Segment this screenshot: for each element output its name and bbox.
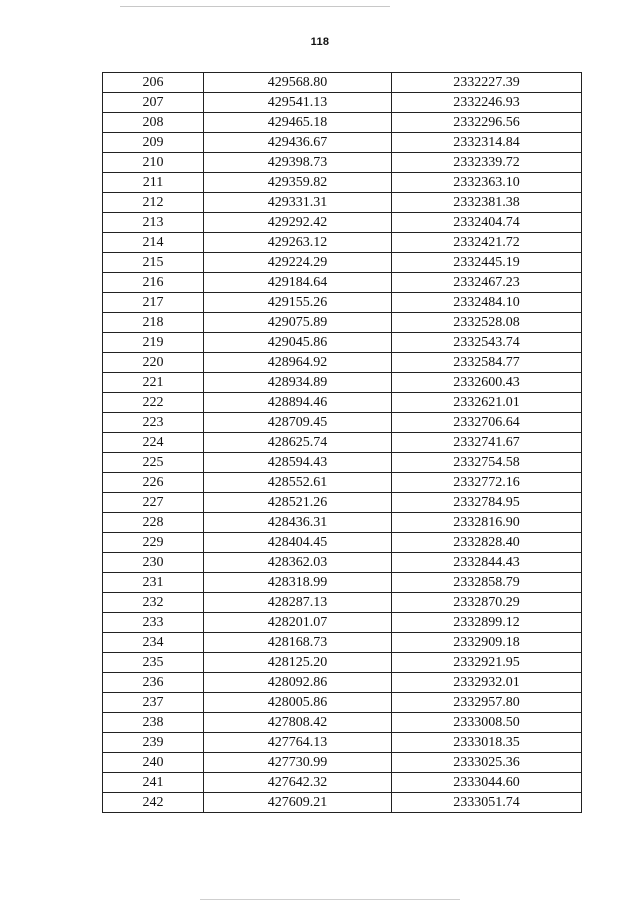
table-row [103, 513, 582, 533]
y-coordinate-cell: 2333018.35 [392, 733, 582, 753]
x-coordinate-cell: 429292.42 [204, 213, 392, 233]
y-coordinate-cell: 2332543.74 [392, 333, 582, 353]
y-coordinate-cell: 2332445.19 [392, 253, 582, 273]
y-coordinate-cell: 2332404.74 [392, 213, 582, 233]
table-row [103, 153, 582, 173]
y-coordinate-cell: 2332584.77 [392, 353, 582, 373]
table-row [103, 413, 582, 433]
table-row [103, 693, 582, 713]
y-coordinate-cell: 2332921.95 [392, 653, 582, 673]
table-row [103, 213, 582, 233]
point-number-cell: 242 [103, 793, 204, 813]
table-row [103, 733, 582, 753]
x-coordinate-cell: 429465.18 [204, 113, 392, 133]
y-coordinate-cell: 2333025.36 [392, 753, 582, 773]
y-coordinate-cell: 2332784.95 [392, 493, 582, 513]
point-number-cell: 213 [103, 213, 204, 233]
table-row [103, 633, 582, 653]
x-coordinate-cell: 427808.42 [204, 713, 392, 733]
x-coordinate-cell: 428625.74 [204, 433, 392, 453]
point-number-cell: 223 [103, 413, 204, 433]
point-number-cell: 207 [103, 93, 204, 113]
table-row [103, 433, 582, 453]
x-coordinate-cell: 429541.13 [204, 93, 392, 113]
point-number-cell: 208 [103, 113, 204, 133]
point-number-cell: 222 [103, 393, 204, 413]
y-coordinate-cell: 2332363.10 [392, 173, 582, 193]
table-row [103, 473, 582, 493]
x-coordinate-cell: 427642.32 [204, 773, 392, 793]
x-coordinate-cell: 428552.61 [204, 473, 392, 493]
page-number: 118 [310, 36, 330, 48]
y-coordinate-cell: 2332754.58 [392, 453, 582, 473]
table-row [103, 93, 582, 113]
point-number-cell: 226 [103, 473, 204, 493]
point-number-cell: 209 [103, 133, 204, 153]
point-number-cell: 229 [103, 533, 204, 553]
y-coordinate-cell: 2332741.67 [392, 433, 582, 453]
table-row [103, 533, 582, 553]
y-coordinate-cell: 2332246.93 [392, 93, 582, 113]
table-row [103, 573, 582, 593]
table-row [103, 293, 582, 313]
y-coordinate-cell: 2332870.29 [392, 593, 582, 613]
x-coordinate-cell: 427730.99 [204, 753, 392, 773]
table-row [103, 353, 582, 373]
x-coordinate-cell: 429224.29 [204, 253, 392, 273]
y-coordinate-cell: 2333044.60 [392, 773, 582, 793]
point-number-cell: 206 [103, 73, 204, 93]
x-coordinate-cell: 428168.73 [204, 633, 392, 653]
y-coordinate-cell: 2332844.43 [392, 553, 582, 573]
table-row [103, 113, 582, 133]
x-coordinate-cell: 428436.31 [204, 513, 392, 533]
table-row [103, 673, 582, 693]
table-row [103, 133, 582, 153]
y-coordinate-cell: 2332909.18 [392, 633, 582, 653]
y-coordinate-cell: 2332339.72 [392, 153, 582, 173]
y-coordinate-cell: 2332314.84 [392, 133, 582, 153]
table-row [103, 453, 582, 473]
point-number-cell: 235 [103, 653, 204, 673]
table-row [103, 553, 582, 573]
point-number-cell: 231 [103, 573, 204, 593]
y-coordinate-cell: 2332296.56 [392, 113, 582, 133]
x-coordinate-cell: 429436.67 [204, 133, 392, 153]
table-row [103, 333, 582, 353]
x-coordinate-cell: 428521.26 [204, 493, 392, 513]
point-number-cell: 237 [103, 693, 204, 713]
x-coordinate-cell: 429184.64 [204, 273, 392, 293]
y-coordinate-cell: 2332484.10 [392, 293, 582, 313]
point-number-cell: 227 [103, 493, 204, 513]
y-coordinate-cell: 2332227.39 [392, 73, 582, 93]
x-coordinate-cell: 428934.89 [204, 373, 392, 393]
point-number-cell: 215 [103, 253, 204, 273]
y-coordinate-cell: 2333008.50 [392, 713, 582, 733]
point-number-cell: 225 [103, 453, 204, 473]
top-scan-line [120, 6, 390, 7]
x-coordinate-cell: 428005.86 [204, 693, 392, 713]
point-number-cell: 233 [103, 613, 204, 633]
point-number-cell: 210 [103, 153, 204, 173]
x-coordinate-cell: 429331.31 [204, 193, 392, 213]
point-number-cell: 239 [103, 733, 204, 753]
x-coordinate-cell: 429155.26 [204, 293, 392, 313]
y-coordinate-cell: 2332706.64 [392, 413, 582, 433]
y-coordinate-cell: 2332772.16 [392, 473, 582, 493]
x-coordinate-cell: 429263.12 [204, 233, 392, 253]
x-coordinate-cell: 428404.45 [204, 533, 392, 553]
table-row [103, 613, 582, 633]
point-number-cell: 212 [103, 193, 204, 213]
table-row [103, 793, 582, 813]
x-coordinate-cell: 428894.46 [204, 393, 392, 413]
point-number-cell: 228 [103, 513, 204, 533]
point-number-cell: 220 [103, 353, 204, 373]
table-row [103, 593, 582, 613]
y-coordinate-cell: 2332528.08 [392, 313, 582, 333]
point-number-cell: 211 [103, 173, 204, 193]
y-coordinate-cell: 2332816.90 [392, 513, 582, 533]
point-number-cell: 219 [103, 333, 204, 353]
point-number-cell: 234 [103, 633, 204, 653]
table-row [103, 393, 582, 413]
point-number-cell: 214 [103, 233, 204, 253]
x-coordinate-cell: 428594.43 [204, 453, 392, 473]
x-coordinate-cell: 428125.20 [204, 653, 392, 673]
x-coordinate-cell: 429045.86 [204, 333, 392, 353]
x-coordinate-cell: 428287.13 [204, 593, 392, 613]
table-row [103, 253, 582, 273]
x-coordinate-cell: 428092.86 [204, 673, 392, 693]
point-number-cell: 221 [103, 373, 204, 393]
x-coordinate-cell: 428709.45 [204, 413, 392, 433]
table-row [103, 653, 582, 673]
point-number-cell: 224 [103, 433, 204, 453]
x-coordinate-cell: 429359.82 [204, 173, 392, 193]
bottom-scan-line [200, 899, 460, 900]
y-coordinate-cell: 2332421.72 [392, 233, 582, 253]
y-coordinate-cell: 2332467.23 [392, 273, 582, 293]
point-number-cell: 218 [103, 313, 204, 333]
y-coordinate-cell: 2332957.80 [392, 693, 582, 713]
point-number-cell: 217 [103, 293, 204, 313]
point-number-cell: 241 [103, 773, 204, 793]
table-row [103, 753, 582, 773]
point-number-cell: 216 [103, 273, 204, 293]
table-row [103, 773, 582, 793]
x-coordinate-cell: 428201.07 [204, 613, 392, 633]
y-coordinate-cell: 2332899.12 [392, 613, 582, 633]
x-coordinate-cell: 428964.92 [204, 353, 392, 373]
y-coordinate-cell: 2333051.74 [392, 793, 582, 813]
table-row [103, 273, 582, 293]
y-coordinate-cell: 2332858.79 [392, 573, 582, 593]
point-number-cell: 238 [103, 713, 204, 733]
y-coordinate-cell: 2332621.01 [392, 393, 582, 413]
x-coordinate-cell: 428362.03 [204, 553, 392, 573]
table-row [103, 713, 582, 733]
y-coordinate-cell: 2332600.43 [392, 373, 582, 393]
y-coordinate-cell: 2332932.01 [392, 673, 582, 693]
point-number-cell: 240 [103, 753, 204, 773]
x-coordinate-cell: 429398.73 [204, 153, 392, 173]
table-row [103, 173, 582, 193]
x-coordinate-cell: 429075.89 [204, 313, 392, 333]
point-number-cell: 230 [103, 553, 204, 573]
table-row [103, 373, 582, 393]
coordinates-table [102, 72, 582, 813]
y-coordinate-cell: 2332828.40 [392, 533, 582, 553]
x-coordinate-cell: 427609.21 [204, 793, 392, 813]
table-row [103, 193, 582, 213]
coordinates-table-body [103, 73, 582, 813]
y-coordinate-cell: 2332381.38 [392, 193, 582, 213]
table-row [103, 493, 582, 513]
table-row [103, 233, 582, 253]
point-number-cell: 232 [103, 593, 204, 613]
point-number-cell: 236 [103, 673, 204, 693]
x-coordinate-cell: 429568.80 [204, 73, 392, 93]
table-row [103, 73, 582, 93]
table-row [103, 313, 582, 333]
x-coordinate-cell: 427764.13 [204, 733, 392, 753]
x-coordinate-cell: 428318.99 [204, 573, 392, 593]
